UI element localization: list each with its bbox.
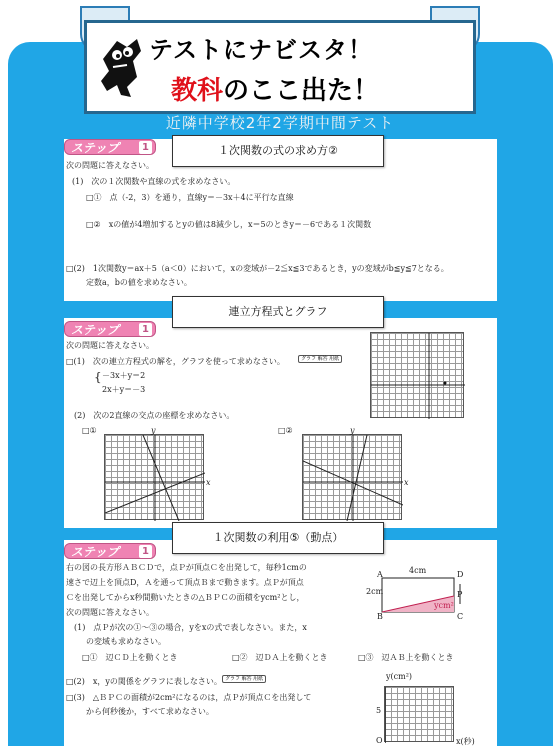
vertex-b: B bbox=[377, 612, 383, 621]
question-1: (1) 点Ｐが次の①～③の場合，yをxの式で表しなさい。また，x bbox=[74, 623, 307, 632]
topic-label-1: １次関数の式の求め方② bbox=[172, 135, 384, 167]
question-3-cont: から何秒後か，すべて求めなさい。 bbox=[86, 707, 214, 716]
vertex-d: D bbox=[457, 570, 464, 579]
question-1-2: □② xの値が4増加するとyの値は8減少し，x＝5のときy＝－6である１次関数 bbox=[86, 220, 372, 229]
graph-origin: O bbox=[376, 736, 383, 745]
banner-subject: 教科 bbox=[171, 76, 224, 106]
option-1: □① 辺ＣＤ上を動くとき bbox=[82, 653, 178, 662]
option-2: □② bbox=[278, 426, 293, 435]
answer-grid bbox=[384, 686, 454, 742]
question-1: (1) 次の１次関数や直線の式を求めなさい。 bbox=[72, 177, 236, 186]
question-2: □(2) 1次関数y＝ax＋5（a＜0）において，xの変域が－2≦x≦3であるとき，yの変域がb≦y≦7となる。 bbox=[66, 264, 449, 273]
banner-line2 bbox=[171, 70, 379, 107]
topic-label-2: 連立方程式とグラフ bbox=[172, 296, 384, 328]
option-1: □① bbox=[82, 426, 97, 435]
title-banner bbox=[84, 20, 476, 114]
question-2: □(2) x，yの関係をグラフに表しなさい。 bbox=[66, 677, 222, 686]
vertex-a: A bbox=[377, 570, 383, 579]
topic-label-3: １次関数の利用⑤（動点） bbox=[172, 522, 384, 554]
graph-sheet-chip: グラフ 解答 用紙 bbox=[222, 675, 266, 683]
step-badge: ステップ 1 bbox=[64, 543, 156, 559]
axis-y-label: y bbox=[151, 426, 156, 435]
option-3: □③ 辺ＡＢ上を動くとき bbox=[358, 653, 454, 662]
left-length: 2cm bbox=[366, 587, 384, 596]
point-p: P bbox=[457, 590, 463, 599]
question-3: □(3) △ＢＰＣの面積が2cm²になるのは，点Ｐが頂点Ｃを出発して bbox=[66, 693, 312, 702]
graph-tick-5: 5 bbox=[376, 706, 382, 715]
graph-x-label: x(秒) bbox=[456, 737, 475, 746]
equation-1: －3x＋y＝2 bbox=[102, 371, 146, 380]
problem-text-2: 速さで辺上を頂点D，Ａを通って頂点Ｂまで動きます。点Ｐが頂点 bbox=[66, 578, 304, 587]
brace: { bbox=[94, 370, 102, 384]
blank-grid bbox=[370, 332, 464, 418]
banner-line2-rest: のここ出た！ bbox=[223, 76, 380, 106]
question-2-cont: 定数a，bの値を求めなさい。 bbox=[86, 278, 192, 287]
option-2: □② 辺ＤＡ上を動くとき bbox=[232, 653, 328, 662]
graph-2 bbox=[302, 434, 402, 520]
navista-character-icon bbox=[97, 37, 145, 99]
step-badge: ステップ 1 bbox=[64, 321, 156, 337]
axis-x-label: x bbox=[206, 478, 211, 487]
problem-text-1: 右の図の長方形ＡＢＣＤで，点Ｐが頂点Ｃを出発して，毎秒1cmの bbox=[66, 563, 307, 572]
banner-line1: テストにナビスタ！ bbox=[149, 36, 374, 64]
intro: 次の問題に答えなさい。 bbox=[66, 161, 154, 170]
graph-sheet-chip: グラフ 解答 用紙 bbox=[298, 355, 342, 363]
section-panel-3 bbox=[64, 540, 497, 746]
section-panel-2 bbox=[64, 318, 497, 528]
intro: 次の問題に答えなさい。 bbox=[66, 341, 154, 350]
question-1-cont: の変域も求めなさい。 bbox=[86, 637, 166, 646]
top-length: 4cm bbox=[409, 566, 427, 575]
graph-y-label: y(cm²) bbox=[386, 672, 413, 681]
exam-title: 近隣中学校2年2学期中間テスト bbox=[165, 114, 395, 132]
step-badge: ステップ 1 bbox=[64, 139, 156, 155]
question-1: □(1) 次の連立方程式の解を，グラフを使って求めなさい。 bbox=[66, 357, 285, 366]
rectangle-figure bbox=[374, 570, 464, 620]
axis-y-label: y bbox=[350, 426, 355, 435]
equation-2: 2x＋y＝－3 bbox=[102, 385, 146, 394]
problem-text-3: Ｃを出発してからx秒間動いたときの△ＢＰＣの面積をycm²とし， bbox=[66, 593, 305, 602]
area-label: ycm² bbox=[434, 601, 454, 610]
graph-1 bbox=[104, 434, 204, 520]
problem-text-4: 次の問題に答えなさい。 bbox=[66, 608, 154, 617]
question-1-1: □① 点（-2，3）を通り，直線y＝－3x＋4に平行な直線 bbox=[86, 193, 294, 202]
question-2: (2) 次の2直線の交点の座標を求めなさい。 bbox=[74, 411, 235, 420]
axis-x-label: x bbox=[404, 478, 409, 487]
vertex-c: C bbox=[457, 612, 464, 621]
